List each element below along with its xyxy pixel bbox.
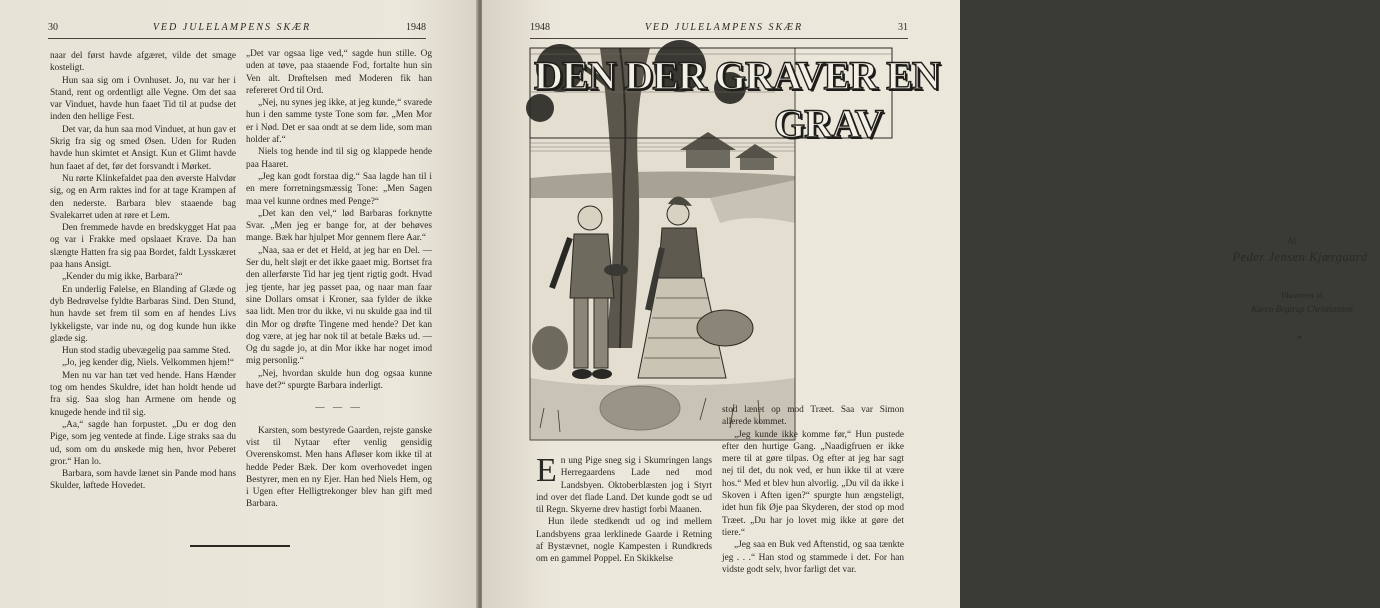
- illustrated-by-label: Illustreret af: [1281, 290, 1323, 300]
- paragraph: Hun saa sig om i Ovnhuset. Jo, nu var her i Stand, rent og ordentligt alle Vegne. Om det saa var Vinduet, havde hun faaet Tid til at pudse det inden den hellige Fest.: [50, 75, 236, 123]
- paragraph: „Det kan den vel,“ lød Barbaras forknytte Svar. „Men jeg er bange for, at der behøves mange. Bæk har hjulpet Mor gennem flere Aar.“: [246, 208, 432, 244]
- paragraph: „Naa, saa er det et Held, at jeg har en Del. — Ser du, helt sløjt er det ikke gaaet mig. Bortset fra den allerførste Tid har jeg tjent rigtig godt. Hvad jeg tjente, har jeg passet paa, og naar man faar sine Dollars omsat i Kroner, saa fylder de ikke saa lidt. Men tror du ikke, vi nu skulde gaa ind til din Mor og drøfte Tingene med hende? Det kan dog være, at jeg har nok til at betale Bæks ud. — Og du sagde jo, at din Mor ikke har noget imod mig personlig.“: [246, 245, 432, 367]
- paragraph: „Jeg saa en Buk ved Aftenstid, og saa tænkte jeg . . .“ Han stod og stammede i det. For han vidste godt selv, hvor farligt det var.: [722, 540, 904, 575]
- paragraph: Den fremmede havde en bredskygget Hat paa og var i Frakke med opslaaet Krave. Da han slængte Hatten fra sig paa Bordet, faldt Lysskæret paa hans Ansigt.: [50, 223, 236, 271]
- paragraph: En underlig Følelse, en Blanding af Glæde og dyb Bedrøvelse fyldte Barbaras Sind. Den Stund, hun havde set frem til som en af hendes Livs lykkeligste, var inde nu, og dog kunde hun ikke glæde sig.: [50, 284, 236, 344]
- paragraph: stod lænet op mod Træet. Saa var Simon allerede kommet.: [722, 405, 904, 428]
- paragraph: Nu rørte Klinkefaldet paa den øverste Halvdør sig, og en Arm raktes ind for at tage Krampen af den nederste. Barbara blev staaende bag Svalekarret uden at røre et Lem.: [50, 173, 236, 221]
- paragraph: Hun stod stadig ubevægelig paa samme Sted.: [62, 346, 231, 357]
- byline-label: Af: [1287, 236, 1297, 246]
- running-title-left: VED JULELAMPENS SKÆR: [152, 22, 312, 33]
- paragraph: „Jeg kunde ikke komme før,“ Hun pustede efter den hurtige Gang. „Naadigfruen er ikke mere til at gøre tilpas. Og efter at jeg har sagt nej til det, du nok ved, er hun ikke til at være hos.“ Med et blev hun alvorlig. „Du vil da ikke i Skoven i Aften igen?“ spurgte hun ængsteligt, idet hun fik Øje paa Skyderen, der stod op mod Træet. „Du har jo lovet mig ikke at gøre det tiere.“: [722, 429, 904, 538]
- paragraph: Barbara, som havde lænet sin Pande mod hans Skulder, løftede Hovedet.: [50, 469, 236, 492]
- author-name: Peder Jensen Kjærgaard: [1232, 250, 1368, 264]
- paragraph: „Nej, nu synes jeg ikke, at jeg kunde,“ svarede hun i den samme tyste Tone som før. „Men Mor er i Nød. Det er saa ondt at se dem lide, som man holder af.“: [246, 98, 432, 146]
- end-rule: [190, 545, 290, 547]
- right-column-1: [536, 452, 712, 566]
- section-separator: — — —: [315, 403, 363, 414]
- paragraph: „Nej, hvordan skulde hun dog ogsaa kunne have det?“ spurgte Barbara inderligt.: [246, 368, 432, 392]
- paragraph: naar del først havde afgæret, vilde det smage kosteligt.: [50, 51, 236, 74]
- left-page: [0, 0, 478, 608]
- story-title-line-2: GRAV: [774, 101, 883, 146]
- running-head-right: [530, 22, 908, 39]
- ornament-star: *: [1297, 334, 1302, 345]
- year-left: 1948: [406, 22, 426, 33]
- illustrator-name: Karen Begtrup Christiansen: [1251, 304, 1353, 314]
- left-column-1: [50, 50, 236, 493]
- paragraph: „Kender du mig ikke, Barbara?“: [62, 272, 183, 283]
- right-page: [482, 0, 1368, 608]
- year-right: 1948: [530, 22, 550, 33]
- paragraph: Niels tog hende ind til sig og klappede hende paa Haaret.: [246, 147, 432, 170]
- paragraph: „Aa,“ sagde han forpustet. „Du er dog den Pige, som jeg ventede at finde. Lige straks saa du ud, som om du ønskede mig hen, hvor Peberet gror.“ Han lo.: [50, 419, 236, 467]
- paragraph: „Jeg kan godt forstaa dig.“ Saa lagde han til i en mere forretningsmæssig Tone: „Men Sagen maa vel kunne ordnes med Penge?“: [246, 171, 432, 207]
- drop-cap: E: [536, 452, 557, 489]
- paragraph: Hun ilede stedkendt ud og ind mellem Landsbyens graa lerklinede Gaarde i Retning af Bystævnet, nogle Kampesten i Rundkreds om en gammel Poppel. En Skikkelse: [536, 517, 712, 565]
- paragraph: Karsten, som bestyrede Gaarden, rejste ganske vist til Nytaar efter venlig gensidig Overenskomst. Men hans Afløser kom ikke til at hedde Peder Bæk. Der kom overhovedet ingen Bestyrer, men en ny Ejer. Han hed Niels Hem, og i Ugen efter Helligtrekonger blev han gift med Barbara.: [246, 425, 432, 510]
- right-column-2: [722, 404, 904, 576]
- running-title-right: VED JULELAMPENS SKÆR: [644, 22, 804, 33]
- paragraph: „Jo, jeg kender dig, Niels. Velkommen hjem!“: [62, 358, 235, 369]
- paragraph: Men nu var han tæt ved hende. Hans Hænder tog om hendes Skuldre, idet han holdt hende ud fra sig. Saa slog han Armene om hende og knugede hende ind til sig.: [50, 370, 236, 418]
- story-title-line-1: DEN DER GRAVER EN: [534, 53, 940, 98]
- page-number-right: 31: [898, 22, 908, 33]
- running-head-left: [48, 22, 426, 39]
- left-column-2: [246, 48, 432, 511]
- paragraph: Det var, da hun saa mod Vinduet, at hun gav et Skrig fra sig og smed Øsen. Uden for Ruden havde hun skimtet et Ansigt. Kun et Glimt havde hun faaet af det, før det forsvandt i Mørket.: [50, 124, 236, 172]
- paragraph: „Det var ogsaa lige ved,“ sagde hun stille. Og uden at tøve, paa staaende Fod, fortalte hun sin Ven alt. Drøftelsen med Moderen fik han refereret Ord til Ord.: [246, 49, 432, 96]
- page-number-left: 30: [48, 22, 58, 33]
- opening-paragraph: n ung Pige sneg sig i Skumringen langs Herregaardens Lade ned mod Landsbyen. Oktoberblæsten jog i Styrt ind over det flade Land. Det kunde godt se ud til Regn. Skyerne drev hastigt forbi Maanen.: [536, 456, 712, 516]
